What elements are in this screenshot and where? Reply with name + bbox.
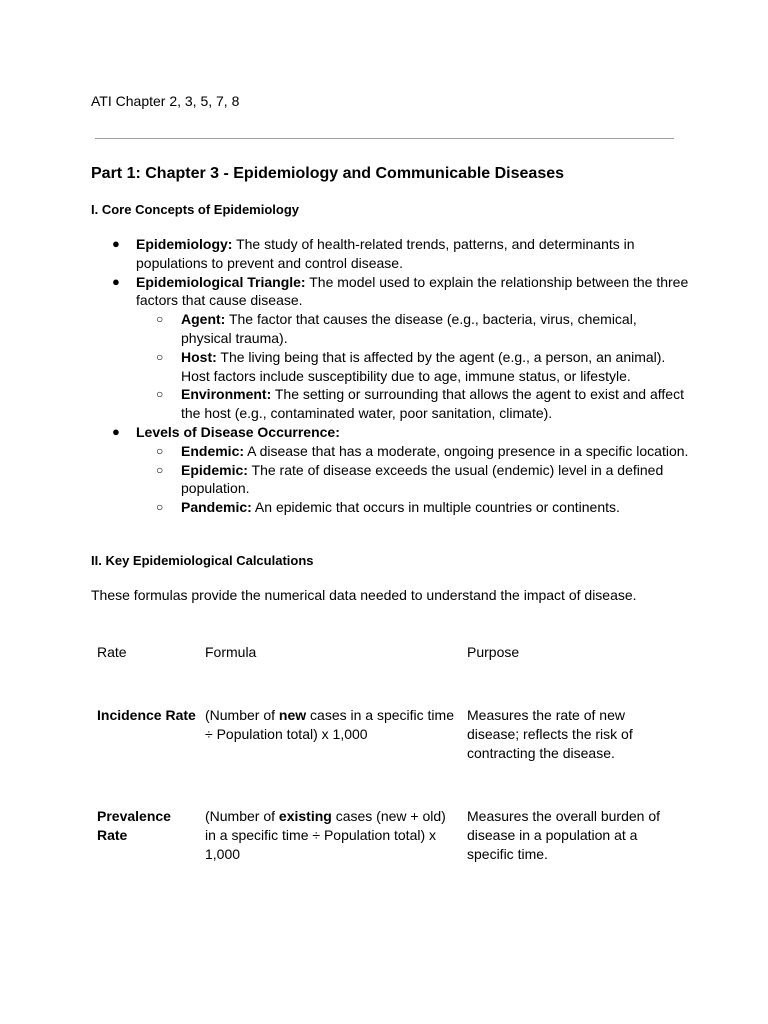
term-label: Epidemiology: (136, 236, 233, 252)
term-label: Endemic: (181, 442, 245, 459)
calculations-intro: These formulas provide the numerical data needed to understand the impact of disease. (91, 587, 637, 603)
definition-text: The rate of disease exceeds the usual (endemic) level in a defined population. (181, 461, 664, 497)
table-cell-formula (205, 706, 460, 744)
term-label: Epidemiological Triangle: (136, 273, 306, 290)
hollow-bullet-icon: ○ (156, 462, 164, 477)
part-title: Part 1: Chapter 3 - Epidemiology and Communicable Diseases (91, 165, 565, 182)
core-concepts-list (91, 235, 691, 517)
table-cell-formula (205, 807, 450, 864)
term-label: Pandemic: (181, 499, 252, 516)
table-cell-purpose: Measures the rate of new disease; reflects the risk of contracting the disease. (467, 707, 633, 761)
section-title-core-concepts: I. Core Concepts of Epidemiology (91, 202, 300, 217)
list-item-epidemiological-triangle (91, 273, 691, 311)
list-item-levels-of-occurrence (91, 423, 691, 442)
list-subitem-epidemic (91, 461, 691, 499)
table-header-rate: Rate (97, 644, 127, 660)
bullet-icon: ● (112, 236, 120, 251)
hollow-bullet-icon: ○ (156, 500, 164, 515)
list-subitem-environment (91, 385, 691, 423)
definition-text: The study of health-related trends, patterns, and determinants in populations to prevent and control disease. (136, 236, 635, 271)
list-subitem-endemic (91, 442, 691, 461)
formula-text: cases (new + old) in a specific time ÷ Population total) x 1,000 (205, 808, 446, 862)
table-cell-rate: Prevalence Rate (97, 808, 171, 843)
definition-text: An epidemic that occurs in multiple countries or continents. (251, 499, 620, 516)
table-cell-purpose: Measures the overall burden of disease in a population at a specific time. (467, 808, 660, 862)
hollow-bullet-icon: ○ (156, 387, 164, 402)
hollow-bullet-icon: ○ (156, 443, 164, 458)
definition-text: The setting or surrounding that allows the agent to exist and affect the host (e.g., contaminated water, poor sanitation, climate). (181, 386, 684, 422)
table-header-formula: Formula (205, 644, 257, 660)
bullet-icon: ● (112, 423, 120, 439)
section-title-calculations: II. Key Epidemiological Calculations (91, 553, 314, 568)
definition-text: The living being that is affected by the agent (e.g., a person, an animal). Host factors include susceptibility due to age, immune status, or lifestyle. (181, 348, 666, 384)
formula-text: cases in a specific time ÷ Population total) x 1,000 (205, 707, 454, 742)
document-header: ATI Chapter 2, 3, 5, 7, 8 (91, 93, 240, 109)
term-label: Agent: (181, 311, 226, 328)
definition-text: A disease that has a moderate, ongoing presence in a specific location. (244, 442, 689, 459)
hollow-bullet-icon: ○ (156, 312, 164, 327)
term-label: Epidemic: (181, 461, 248, 478)
definition-text: The factor that causes the disease (e.g., bacteria, virus, chemical, physical trauma). (181, 311, 637, 346)
bullet-icon: ● (112, 273, 120, 289)
formula-emphasis: existing (278, 808, 332, 824)
list-subitem-pandemic (91, 498, 691, 517)
formula-emphasis: new (278, 707, 307, 723)
table-header-purpose: Purpose (467, 644, 520, 660)
list-item-epidemiology (91, 235, 691, 273)
formula-text: (Number of (205, 707, 279, 723)
formula-text: (Number of (205, 808, 279, 824)
hollow-bullet-icon: ○ (156, 349, 164, 364)
term-label: Host: (181, 348, 217, 365)
term-label: Environment: (181, 386, 272, 403)
table-cell-rate: Incidence Rate (97, 707, 196, 723)
horizontal-rule (95, 138, 674, 139)
definition-text: The model used to explain the relationship between the three factors that cause disease. (136, 273, 689, 309)
list-subitem-agent (91, 310, 691, 348)
term-label: Levels of Disease Occurrence: (136, 423, 340, 440)
list-subitem-host (91, 348, 691, 386)
